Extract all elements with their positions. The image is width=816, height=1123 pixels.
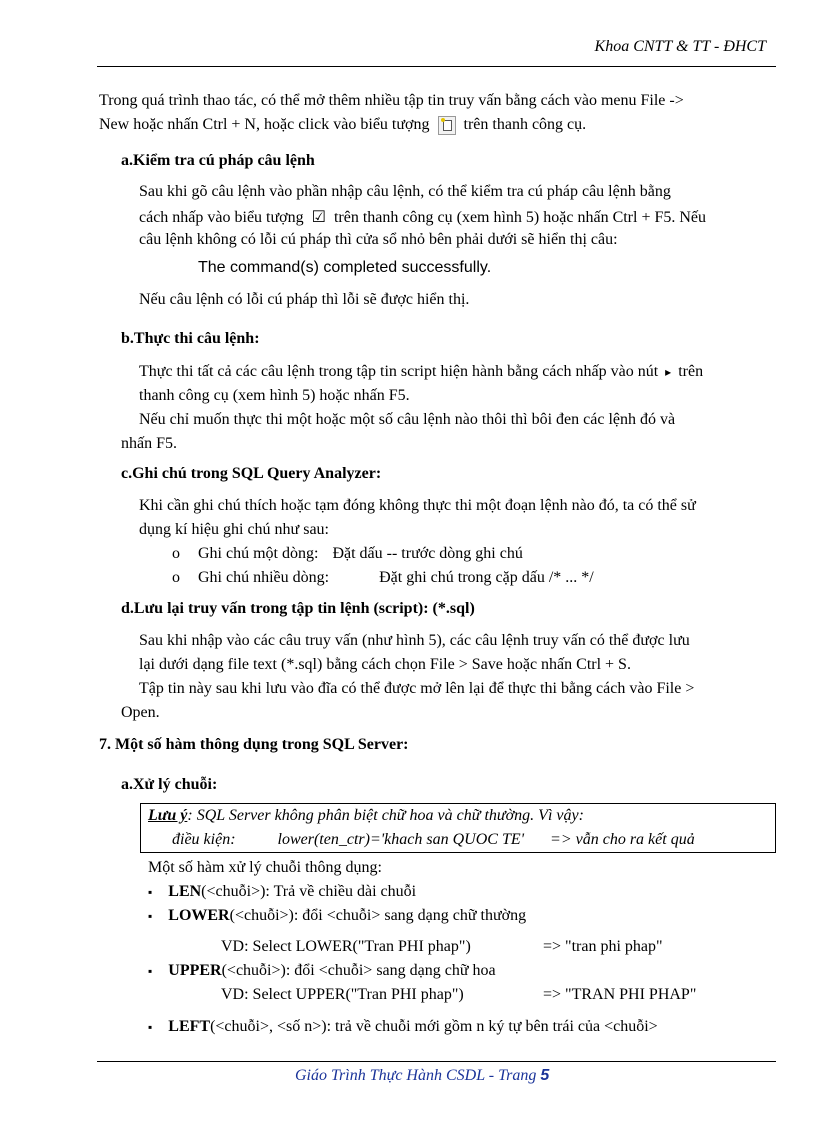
- note-line-2: [172, 831, 695, 849]
- string-functions-intro: Một số hàm xử lý chuỗi thông dụng:: [148, 859, 382, 876]
- fn-upper-name: UPPER: [168, 962, 222, 979]
- note-line-1: [148, 807, 584, 825]
- sec-b-line-1: [139, 363, 703, 381]
- note-text: : SQL Server không phân biệt chữ hoa và chữ thường. Vì vậy:: [187, 807, 584, 824]
- heading-execute: b.Thực thi câu lệnh:: [121, 330, 260, 347]
- fn-lower-result: => "tran phi phap": [543, 938, 663, 955]
- sec-b-line-2: thanh công cụ (xem hình 5) hoặc nhấn F5.: [139, 387, 410, 404]
- sec-a-line-2a: cách nhấp vào biểu tượng: [139, 209, 304, 226]
- list-bullet: ▪: [148, 885, 153, 899]
- multi-line-label: Ghi chú nhiều dòng:: [198, 569, 330, 586]
- fn-lower: [148, 907, 526, 925]
- heading-save-script: d.Lưu lại truy vấn trong tập tin lệnh (script): (*.sql): [121, 600, 475, 617]
- fn-lower-desc: (<chuỗi>): đổi <chuỗi> sang dạng chữ thường: [229, 907, 527, 924]
- sec-d-line-4: Open.: [121, 704, 160, 721]
- heading-common-functions: 7. Một số hàm thông dụng trong SQL Server:: [99, 736, 409, 753]
- list-bullet: ▪: [148, 1020, 153, 1034]
- fn-upper: [148, 962, 496, 980]
- page-footer: [295, 1067, 549, 1085]
- heading-syntax-check: a.Kiểm tra cú pháp câu lệnh: [121, 152, 315, 169]
- note-condition-expr: lower(ten_ctr)='khach san QUOC TE': [277, 831, 525, 848]
- sec-b-line-3: Nếu chỉ muốn thực thi một hoặc một số câu lệnh nào thôi thì bôi đen các lệnh đó và: [139, 411, 676, 428]
- comment-item-multi: [172, 569, 594, 587]
- intro-line-2b: trên thanh công cụ.: [463, 116, 587, 134]
- list-bullet: ▪: [148, 964, 153, 978]
- sec-d-line-2: lại dưới dạng file text (*.sql) bằng cách chọn File > Save hoặc nhấn Ctrl + S.: [139, 656, 631, 673]
- new-query-icon: [438, 116, 456, 135]
- fn-left-name: LEFT: [168, 1018, 211, 1035]
- sec-c-line-1: Khi cần ghi chú thích hoặc tạm đóng không thực thi một đoạn lệnh nào đó, ta có thể sử: [139, 497, 696, 514]
- fn-len-name: LEN: [168, 883, 202, 900]
- fn-lower-example: VD: Select LOWER("Tran PHI phap"): [221, 938, 471, 955]
- comment-item-single: [172, 545, 523, 563]
- fn-len-desc: (<chuỗi>): Trả về chiều dài chuỗi: [201, 883, 417, 900]
- sec-b-line-1a: Thực thi tất cả các câu lệnh trong tập tin script hiện hành bằng cách nhấp vào nút: [139, 363, 659, 380]
- list-bullet: o: [172, 545, 180, 562]
- fn-lower-name: LOWER: [168, 907, 230, 924]
- sec-b-line-4: nhấn F5.: [121, 435, 177, 452]
- list-bullet: o: [172, 569, 180, 586]
- fn-left: [148, 1018, 658, 1036]
- fn-len: [148, 883, 416, 901]
- sec-a-line-1: Sau khi gõ câu lệnh vào phần nhập câu lệnh, có thể kiểm tra cú pháp câu lệnh bằng: [139, 183, 671, 200]
- intro-line-2: [99, 116, 586, 135]
- list-bullet: ▪: [148, 909, 153, 923]
- sec-a-line-4: Nếu câu lệnh có lỗi cú pháp thì lỗi sẽ được hiển thị.: [139, 291, 470, 308]
- footer-text: Giáo Trình Thực Hành CSDL - Trang: [295, 1067, 537, 1084]
- intro-line-2a: New hoặc nhấn Ctrl + N, hoặc click vào biểu tượng: [99, 116, 430, 134]
- execute-icon: ▸: [665, 365, 672, 379]
- note-label: Lưu ý: [148, 807, 188, 824]
- sec-d-line-1: Sau khi nhập vào các câu truy vấn (như hình 5), các câu lệnh truy vấn có thể được lưu: [139, 632, 690, 649]
- page-header-title: Khoa CNTT & TT - ĐHCT: [594, 38, 766, 55]
- fn-upper-example: VD: Select UPPER("Tran PHI phap"): [221, 986, 464, 1003]
- note-condition-result: => vẫn cho ra kết quả: [550, 831, 695, 848]
- heading-string-functions: a.Xử lý chuỗi:: [121, 776, 218, 793]
- heading-comments: c.Ghi chú trong SQL Query Analyzer:: [121, 465, 382, 482]
- sec-a-line-2: [139, 207, 706, 227]
- multi-line-desc: Đặt ghi chú trong cặp dấu /* ... */: [379, 569, 594, 586]
- intro-line-1: Trong quá trình thao tác, có thể mở thêm nhiều tập tin truy vấn bằng cách vào menu File ->: [99, 92, 684, 109]
- single-line-desc: Đặt dấu -- trước dòng ghi chú: [332, 545, 523, 562]
- sec-d-line-3: Tập tin này sau khi lưu vào đĩa có thể được mở lên lại để thực thi bằng cách vào File >: [139, 680, 695, 697]
- header-divider: [97, 66, 776, 67]
- footer-divider: [97, 1061, 776, 1062]
- page-number: 5: [540, 1067, 550, 1084]
- sec-b-line-1b: trên: [678, 363, 704, 380]
- sec-c-line-2: dụng kí hiệu ghi chú như sau:: [139, 521, 329, 538]
- fn-left-desc: (<chuỗi>, <số n>): trả về chuỗi mới gồm n ký tự bên trái của <chuỗi>: [210, 1018, 658, 1035]
- success-message: The command(s) completed successfully.: [198, 259, 492, 276]
- fn-upper-result: => "TRAN PHI PHAP": [543, 986, 697, 1003]
- fn-upper-desc: (<chuỗi>): đổi <chuỗi> sang dạng chữ hoa: [221, 962, 496, 979]
- sec-a-line-2b: trên thanh công cụ (xem hình 5) hoặc nhấn Ctrl + F5. Nếu: [333, 209, 707, 226]
- sec-a-line-3: câu lệnh không có lỗi cú pháp thì cửa sổ nhỏ bên phải dưới sẽ hiển thị câu:: [139, 231, 618, 248]
- note-condition-label: điều kiện:: [172, 831, 236, 848]
- single-line-label: Ghi chú một dòng:: [198, 545, 319, 562]
- parse-check-icon: ☑: [311, 209, 326, 226]
